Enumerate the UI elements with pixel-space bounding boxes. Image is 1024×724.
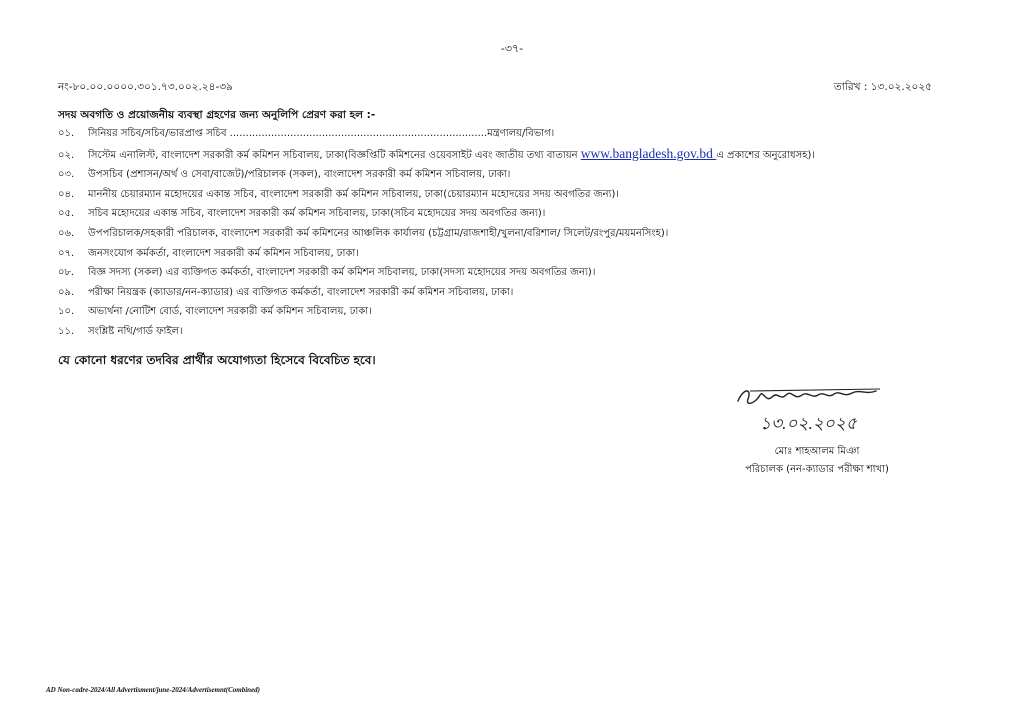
lobbying-warning: যে কোনো ধরণের তদবির প্রার্থীর অযোগ্যতা হিসেবে বিবেচিত হবে। [58, 353, 376, 367]
list-item [58, 227, 938, 240]
item-text: বিজ্ঞ সদস্য (সকল) এর ব্যক্তিগত কর্মকর্তা, বাংলাদেশ সরকারী কর্ম কমিশন সচিবালয়, ঢাকা(সদস্য মহোদয়ের সদয় অবগতির জন্য)। [88, 267, 596, 279]
item-text: সংশ্লিষ্ট নথি/গার্ড ফাইল। [88, 325, 183, 337]
item-number: ০৩. [58, 169, 75, 181]
item-text: অভ্যর্থনা /নোটিশ বোর্ড, বাংলাদেশ সরকারী কর্ম কমিশন সচিবালয়, ঢাকা। [88, 306, 372, 318]
item-number: ০৯. [58, 286, 75, 298]
bangladesh-gov-link[interactable]: www.bangladesh.gov.bd [580, 145, 717, 161]
list-item [58, 127, 938, 140]
distribution-list [58, 127, 938, 345]
list-item [58, 266, 938, 279]
signatory-designation: পরিচালক (নন-ক্যাডার পরীক্ষা শাখা) [745, 464, 889, 475]
item-text [88, 147, 938, 162]
list-item [58, 188, 938, 201]
footer-file-path: AD Non-cadre-2024/All Advertisment/june-2024/Advertisemnt(Combined) [46, 686, 261, 694]
item-text: পরীক্ষা নিয়ন্ত্রক (ক্যাডার/নন-ক্যাডার) এর ব্যক্তিগত কর্মকর্তা, বাংলাদেশ সরকারী কর্ম কমিশন সচিবালয়, ঢাকা। [88, 286, 514, 298]
list-item [58, 207, 938, 220]
item-text-before-link: সিস্টেম এনালিস্ট, বাংলাদেশ সরকারী কর্ম কমিশন সচিবালয়, ঢাকা(বিজ্ঞপ্তিটি কমিশনের ওয়েবসাইট এবং জাতীয় তথ্য বাতায়ন [88, 149, 581, 161]
signatory-name: মোঃ শাহআলম মিঞা [774, 446, 860, 457]
item-text: সচিব মহোদয়ের একান্ত সচিব, বাংলাদেশ সরকারী কর্ম কমিশন সচিবালয়, ঢাকা(সচিব মহোদয়ের সদয় অবগতির জন্য)। [88, 208, 546, 220]
item-number: ০৭. [58, 247, 75, 259]
list-item [58, 247, 938, 260]
item-number: ০৮. [58, 267, 75, 279]
signature-date: ১৩.০২.২০২৫ [760, 414, 857, 433]
item-text: মাননীয় চেয়ারম্যান মহোদয়ের একান্ত সচিব, বাংলাদেশ সরকারী কর্ম কমিশন সচিবালয়, ঢাকা(চেয়ারম্যান মহোদয়ের সদয় অবগতির জন্য)। [88, 188, 619, 200]
list-item [58, 286, 938, 299]
distribution-intro: সদয় অবগতি ও প্রয়োজনীয় ব্যবস্থা গ্রহণের জন্য অনুলিপি প্রেরণ করা হল :- [58, 109, 376, 121]
memo-number: নং-৮০.০০.০০০০.৩০১.৭৩.০০২.২৪-৩৯ [58, 81, 233, 93]
list-item [58, 147, 938, 162]
item-text: উপপরিচালক/সহকারী পরিচালক, বাংলাদেশ সরকারী কর্ম কমিশনের আঞ্চলিক কার্যালয় (চট্টগ্রাম/রাজশাহী/খুলনা/বরিশাল/ সিলেট/রংপুর/ময়মনসিংহ)। [88, 227, 669, 239]
item-text: উপসচিব (প্রশাসন/অর্থ ও সেবা/বাজেট)/পরিচালক (সকল), বাংলাদেশ সরকারী কর্ম কমিশন সচিবালয়, ঢাকা। [88, 169, 511, 181]
item-number: ০২. [58, 149, 75, 161]
memo-date: তারিখ : ১৩.০২.২০২৫ [833, 81, 932, 93]
list-item [58, 325, 938, 338]
page-number: -৩৭- [500, 42, 524, 55]
item-number: ০৬. [58, 227, 75, 239]
list-item [58, 168, 938, 181]
handwritten-signature [730, 385, 930, 437]
item-text: জনসংযোগ কর্মকর্তা, বাংলাদেশ সরকারী কর্ম কমিশন সচিবালয়, ঢাকা। [88, 247, 359, 259]
list-item [58, 305, 938, 318]
item-number: ০১. [58, 128, 75, 139]
item-number: ১১. [58, 325, 75, 337]
item-text: সিনিয়র সচিব/সচিব/ভারপ্রাপ্ত সচিব .................................................................................মন্ত্রণালয়/বিভাগ। [88, 128, 555, 139]
item-number: ০৪. [58, 188, 75, 200]
item-number: ১০. [58, 306, 75, 318]
item-text-after-link: এ প্রকাশের অনুরোধসহ)। [716, 149, 815, 161]
item-number: ০৫. [58, 208, 75, 220]
